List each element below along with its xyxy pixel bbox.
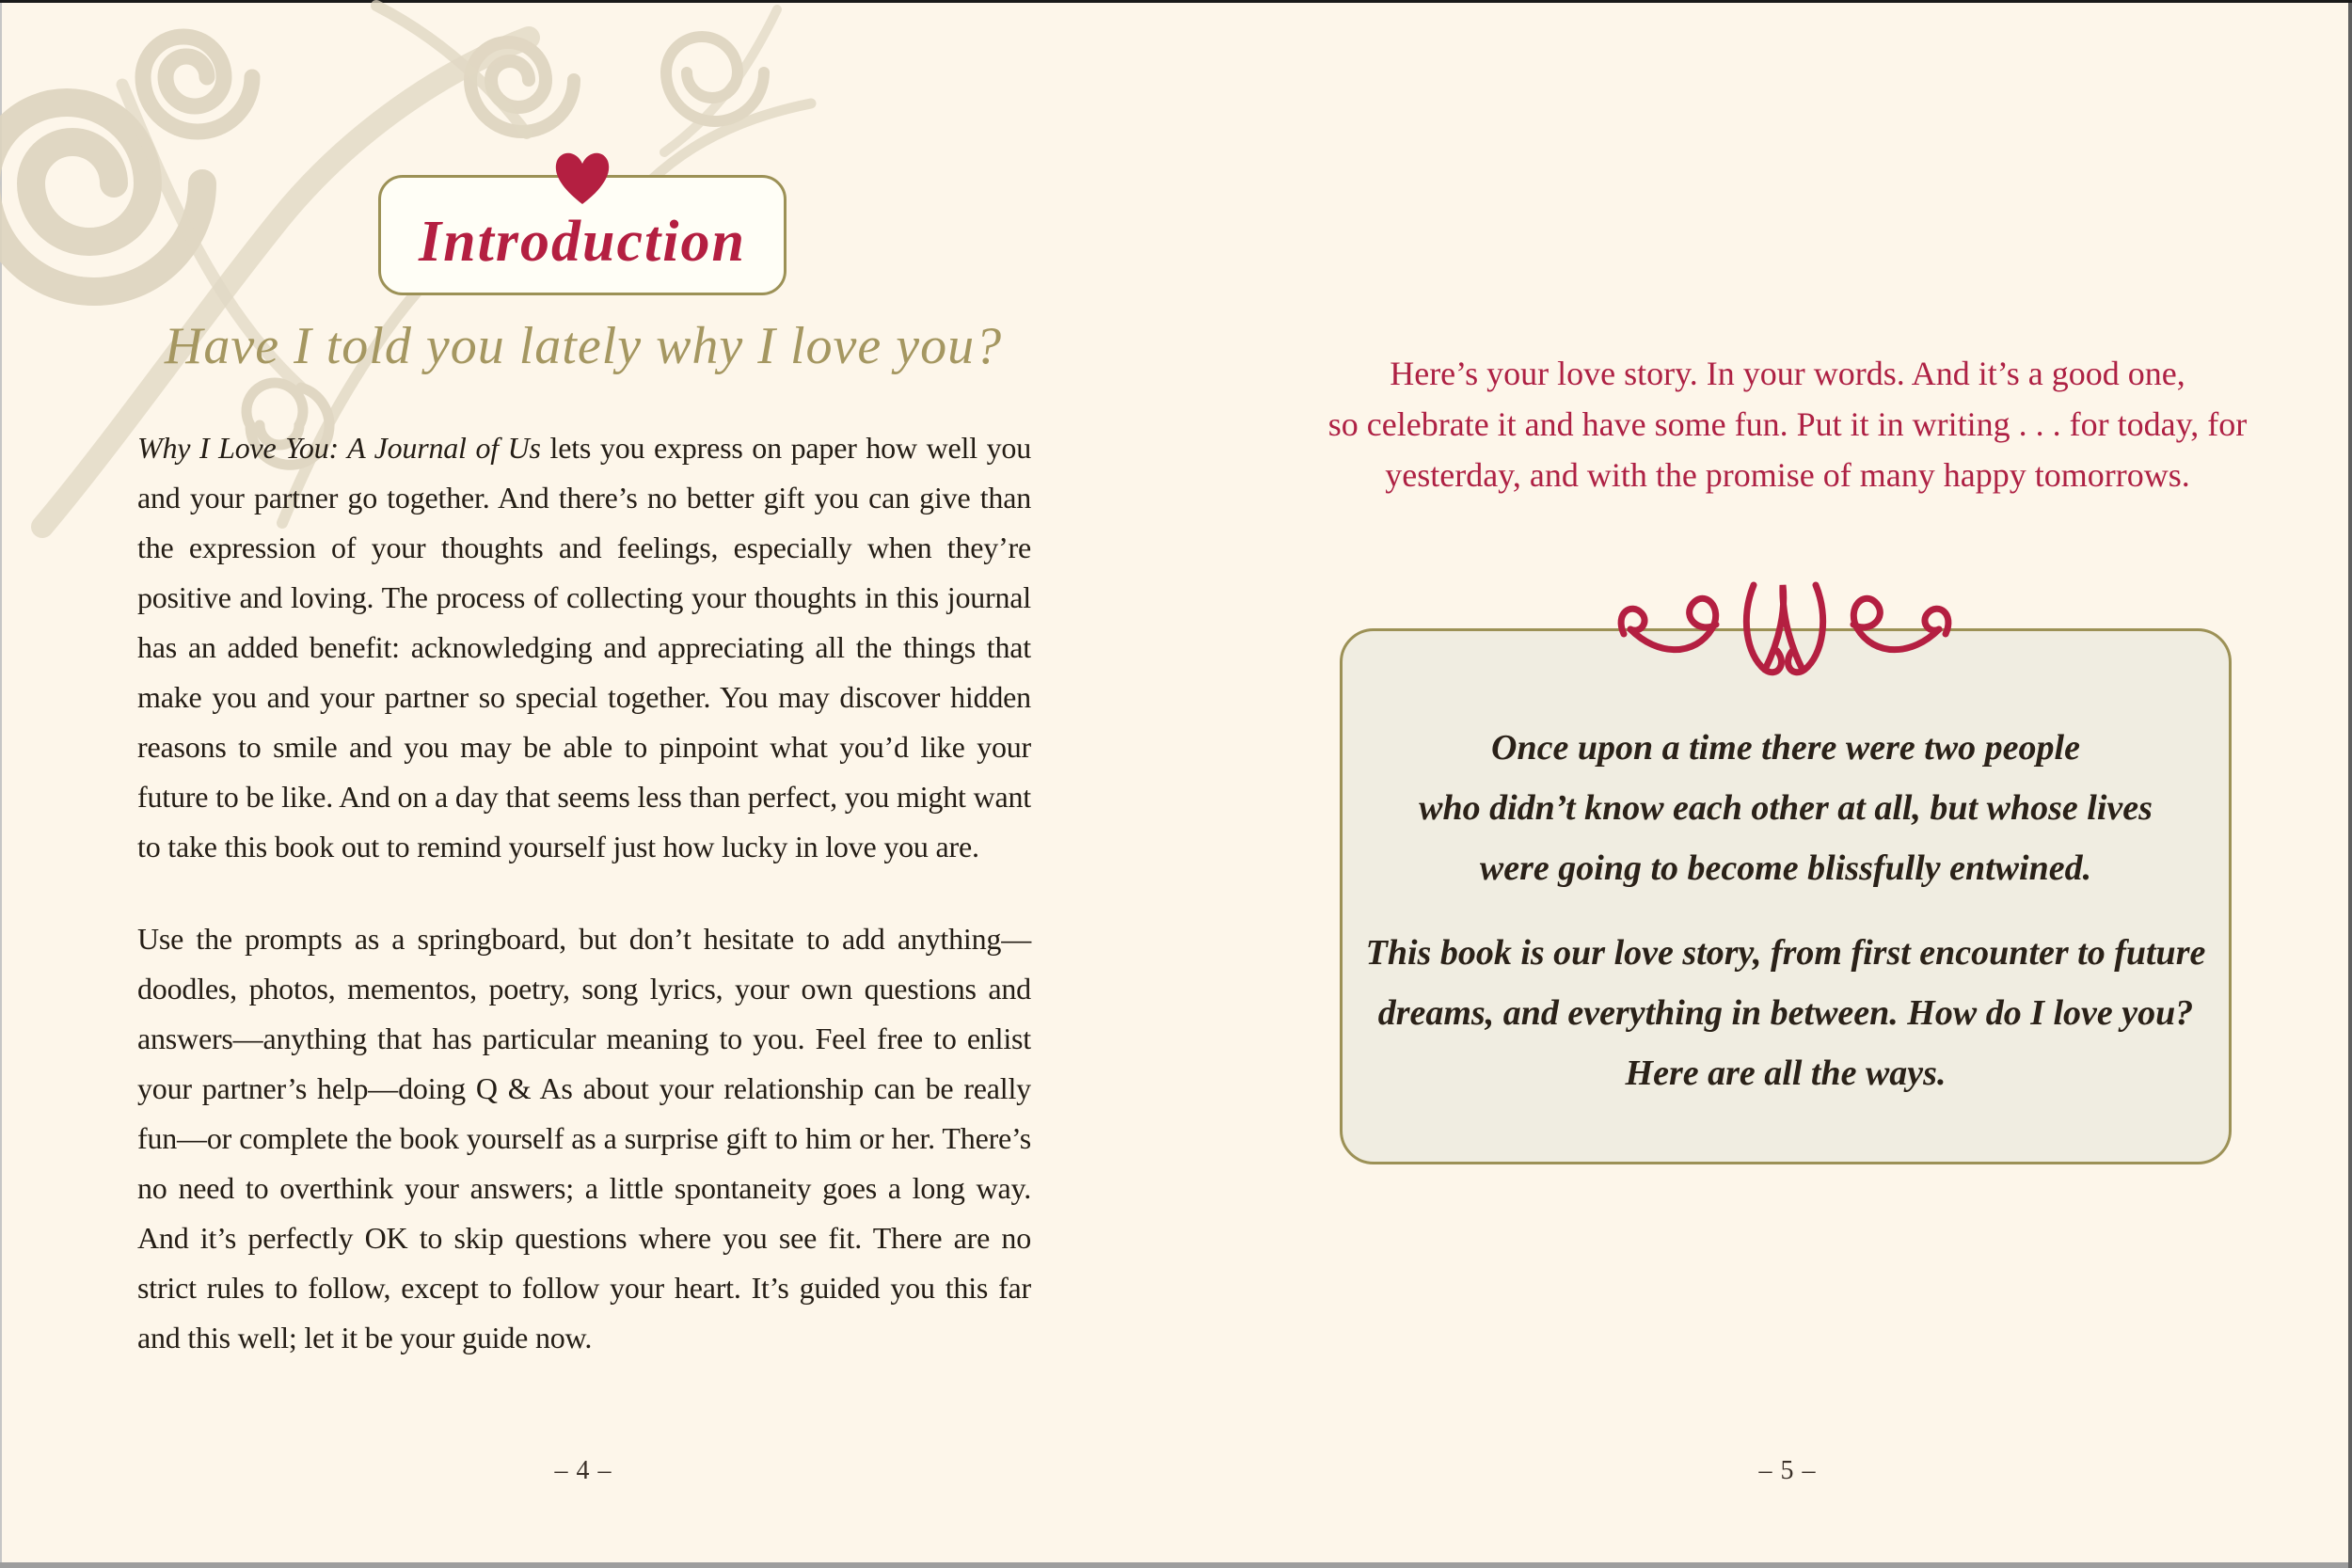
intro-paragraph-1: Why I Love You: A Journal of Us lets you express on paper how well you and your partner go together. And there’s no better gift you can give than the expression of your thoughts and feelings, especially when they’re positive and loving. The process of collecting your thoughts in this journal has an added benefit: acknowledging and appreciating all the things that make you and your partner so special together. You may discover hidden reasons to smile and you may be able to pinpoint what you’d like your future to be like. And on a day that seems less than perfect, you might want to take this book out to remind yourself just how lucky in love you are.: [137, 431, 1032, 863]
quote-line: Once upon a time there were two people: [1491, 728, 2080, 768]
quote-paragraph-2: [1343, 923, 2229, 1103]
book-title-italic: Why I Love You: A Journal of Us: [137, 431, 541, 465]
intro-paragraph-2: Use the prompts as a springboard, but don’t hesitate to add anything—doodles, photos, mementos, poetry, song lyrics, your own questions and answers—anything that has particular meaning to you. Feel free to enlist your partner’s help—doing Q & As about your relationship can be really fun—or complete the book yourself as a surprise gift to him or her. There’s no need to overthink your answers; a little spontaneity goes a long way. And it’s perfectly OK to skip questions where you see fit. There are no strict rules to follow, except to follow your heart. It’s guided you this far and this well; let it be your guide now.: [137, 922, 1031, 1354]
quote-line: This book is our love story, from first encounter to future: [1365, 933, 2206, 973]
love-story-line: so celebrate it and have some fun. Put it in writing . . . for today, for: [1327, 405, 2248, 443]
love-story-line: yesterday, and with the promise of many happy tomorrows.: [1385, 456, 2190, 494]
page-number-right: – 5 –: [1758, 1456, 1817, 1485]
introduction-body: [137, 423, 1031, 1363]
quote-line: who didn’t know each other at all, but whose lives: [1419, 788, 2153, 828]
love-story-intro: [1317, 348, 2258, 500]
heart-icon: [551, 148, 613, 207]
love-story-line: Here’s your love story. In your words. And it’s a good one,: [1390, 355, 2185, 392]
chapter-title: Introduction: [419, 209, 746, 274]
quote-line: were going to become blissfully entwined.: [1479, 848, 2092, 888]
quote-line: Here are all the ways.: [1625, 1053, 1947, 1093]
quote-box: [1340, 628, 2232, 1164]
swirl-ornament-icon: [1611, 572, 1959, 692]
page-number-left: – 4 –: [554, 1456, 612, 1485]
quote-line: dreams, and everything in between. How do I love you?: [1377, 993, 2194, 1033]
script-heading: Have I told you lately why I love you?: [164, 317, 1003, 375]
quote-paragraph-1: [1343, 718, 2229, 898]
